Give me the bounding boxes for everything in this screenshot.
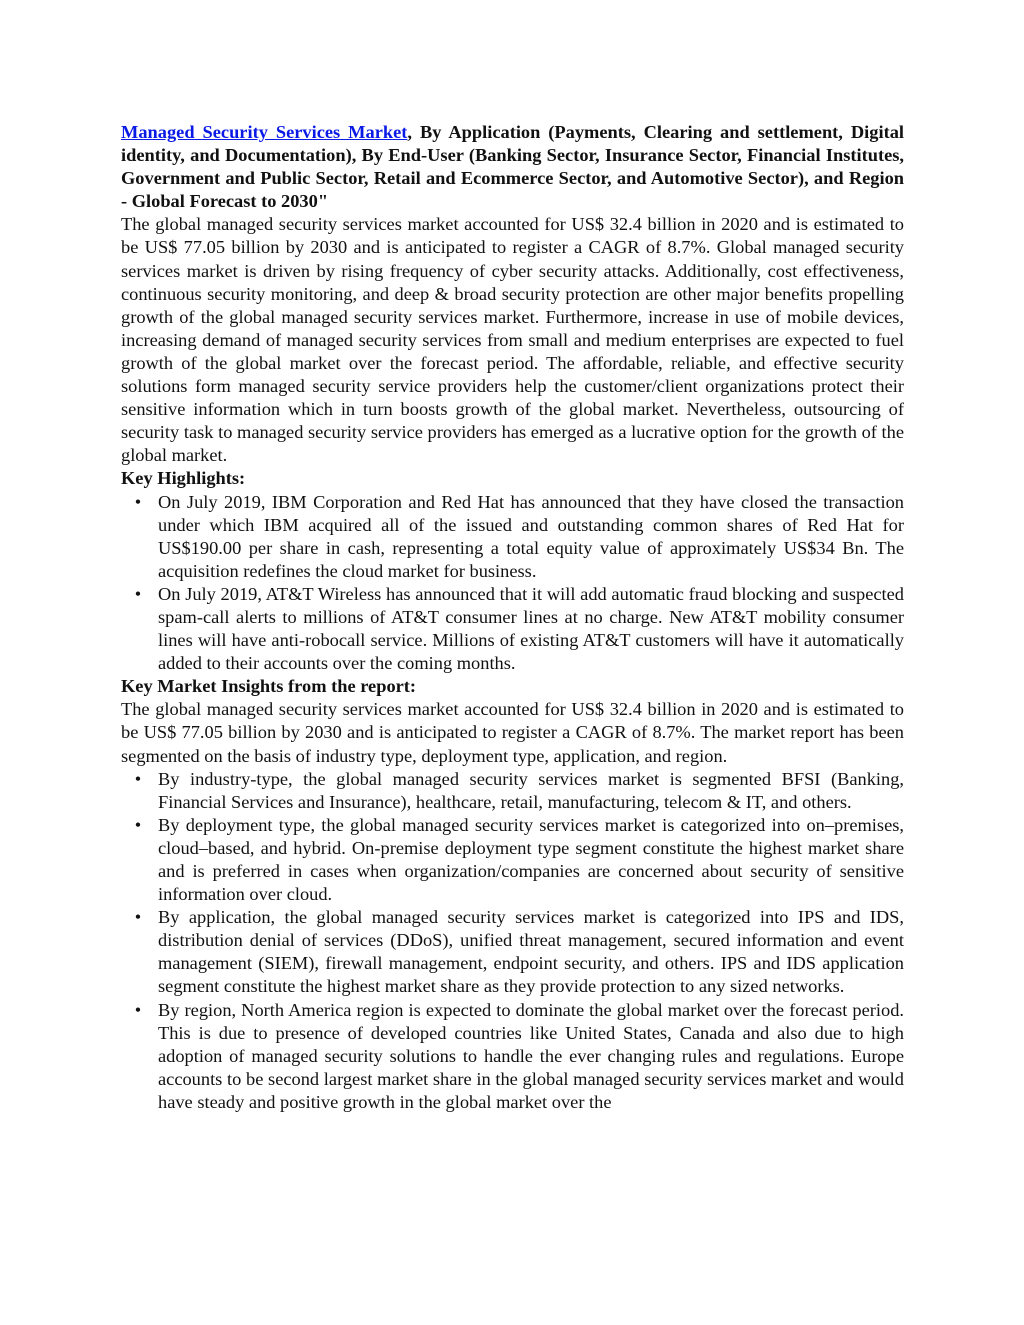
title-rest: , By Application (Payments, Clearing and settlement, Digital identity, and Documentation), By End-User (Banking Sector, Insurance Sector, Financial Institutes, Government and Public Sector, Retail and Ecommerce Sector, and Automotive Sector), and Region - Global Forecast to 2030" [121, 122, 904, 212]
key-highlights-list [121, 491, 904, 676]
intro-paragraph: The global managed security services market accounted for US$ 32.4 billion in 2020 and is estimated to be US$ 77.05 billion by 2030 and is anticipated to register a CAGR of 8.7%. Global managed security services market is driven by rising frequency of cyber security attacks. Additionally, cost effectiveness, continuous security monitoring, and deep & broad security protection are other major benefits propelling growth of the global managed security services market. Furthermore, increase in use of mobile devices, increasing demand of managed security services from small and medium enterprises are expected to fuel growth of the global market over the forecast period. The affordable, reliable, and effective security solutions form managed security service providers help the customer/client organizations protect their sensitive information which in turn boosts growth of the global market. Nevertheless, outsourcing of security task to managed security service providers has emerged as a lucrative option for the growth of the global market. [121, 214, 904, 466]
list-item-text: On July 2019, IBM Corporation and Red Hat has announced that they have closed the transaction under which IBM acquired all of the issued and outstanding common shares of Red Hat for US$190.00 per share in cash, representing a total equity value of approximately US$34 Bn. The acquisition redefines the cloud market for business. [158, 491, 904, 581]
list-item-text: On July 2019, AT&T Wireless has announced that it will add automatic fraud blocking and suspected spam-call alerts to millions of AT&T consumer lines at no charge. New AT&T mobility consumer lines will have anti-robocall service. Millions of existing AT&T customers will have it automatically added to their accounts over the coming months. [158, 583, 904, 674]
bullet-icon: • [134, 907, 142, 928]
bullet-icon: • [134, 768, 142, 789]
bullet-icon: • [134, 814, 142, 835]
key-insights-list [121, 768, 904, 1114]
bullet-icon: • [134, 491, 142, 512]
key-highlights-heading: Key Highlights: [121, 468, 246, 489]
list-item-text: By region, North America region is expected to dominate the global market over the forecast period. This is due to presence of developed countries like United States, Canada and also due to high adoption of managed security solutions to handle the ever changing rules and regulations. Europe accounts to be second largest market share in the global managed security services market and would have steady and positive growth in the global market over the [158, 999, 904, 1112]
market-title-link[interactable]: Managed Security Services Market [121, 122, 408, 142]
list-item [121, 491, 904, 583]
bullet-icon: • [134, 999, 142, 1020]
list-item [121, 814, 904, 906]
list-item [121, 583, 904, 675]
key-insights-heading: Key Market Insights from the report: [121, 676, 417, 697]
document-title [121, 121, 904, 213]
list-item [121, 768, 904, 814]
list-item-text: By application, the global managed security services market is categorized into IPS and IDS, distribution denial of services (DDoS), unified threat management, secured information and event management (SIEM), firewall management, endpoint security, and others. IPS and IDS application segment constitute the highest market share as they provide protection to any sized networks. [158, 907, 904, 997]
list-item-text: By industry-type, the global managed security services market is segmented BFSI (Banking, Financial Services and Insurance), healthcare, retail, manufacturing, telecom & IT, and others. [158, 768, 904, 812]
bullet-icon: • [134, 583, 142, 604]
key-insights-paragraph: The global managed security services market accounted for US$ 32.4 billion in 2020 and is estimated to be US$ 77.05 billion by 2030 and is anticipated to register a CAGR of 8.7%. The market report has been segmented on the basis of industry type, deployment type, application, and region. [121, 699, 904, 766]
list-item [121, 999, 904, 1114]
list-item-text: By deployment type, the global managed security services market is categorized into on–premises, cloud–based, and hybrid. On-premise deployment type segment constitute the highest market share and is preferred in cases when organization/companies are concerned about security of sensitive information over cloud. [158, 814, 904, 905]
document-page [121, 121, 904, 1114]
list-item [121, 906, 904, 998]
